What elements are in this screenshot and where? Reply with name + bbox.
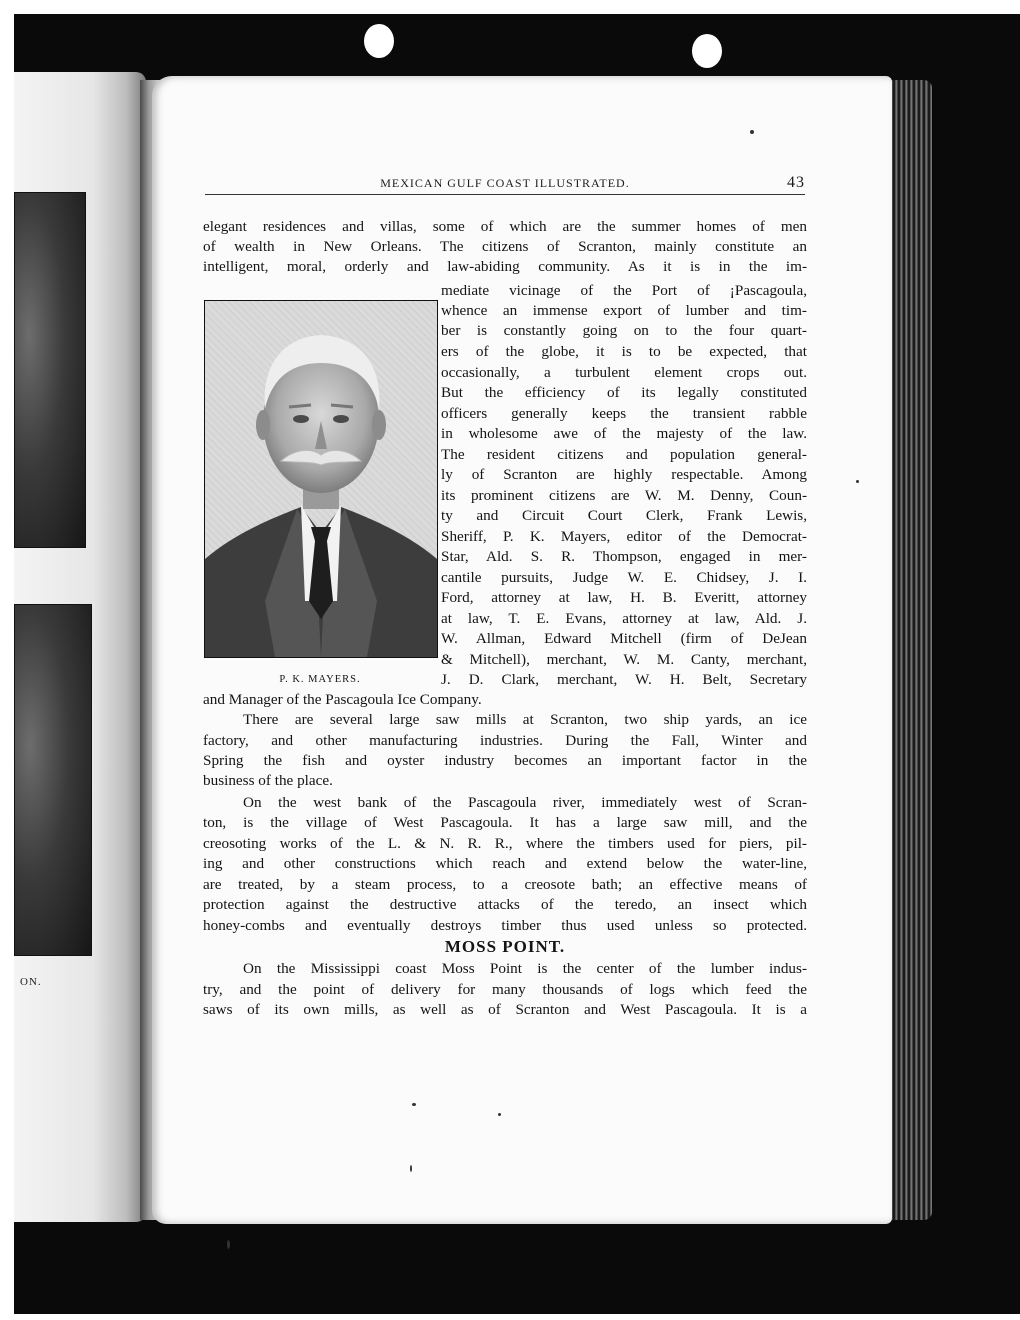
text-line: On the Mississippi coast Moss Point is the center of the lumber indus- bbox=[243, 960, 807, 977]
punch-hole bbox=[364, 24, 394, 58]
text-line: ers of the globe, it is to be expected, that bbox=[441, 343, 807, 360]
text-line: its prominent citizens are W. M. Denny, Coun- bbox=[441, 487, 807, 504]
text-line: saws of its own mills, as well as of Scranton and West Pascagoula. It is a bbox=[203, 1001, 807, 1018]
text-line: ton, is the village of West Pascagoula. It has a large saw mill, and the bbox=[203, 814, 807, 831]
scan-speck bbox=[856, 480, 859, 483]
punch-hole bbox=[692, 34, 722, 68]
scan-speck bbox=[412, 1103, 416, 1106]
text-line: J. D. Clark, merchant, W. H. Belt, Secretary bbox=[441, 671, 807, 688]
text-line: Ford, attorney at law, H. B. Everitt, attorney bbox=[441, 589, 807, 606]
text-line: Sheriff, P. K. Mayers, editor of the Democrat- bbox=[441, 528, 807, 545]
text-line: are treated, by a steam process, to a creosote bath; an effective means of bbox=[203, 876, 807, 893]
text-line: protection against the destructive attacks of the teredo, an insect which bbox=[203, 896, 807, 913]
page-edges bbox=[888, 80, 932, 1220]
text-line: try, and the point of delivery for many thousands of logs which feed the bbox=[203, 981, 807, 998]
text-line: in wholesome awe of the majesty of the law. bbox=[441, 425, 807, 442]
text-line: ly of Scranton are highly respectable. Among bbox=[441, 466, 807, 483]
text-line: business of the place. bbox=[203, 772, 333, 789]
left-page-photo bbox=[14, 192, 86, 548]
text-line: factory, and other manufacturing industries. During the Fall, Winter and bbox=[203, 732, 807, 749]
section-heading: MOSS POINT. bbox=[444, 937, 566, 956]
text-line: and Manager of the Pascagoula Ice Company. bbox=[203, 691, 482, 708]
portrait-caption: P. K. MAYERS. bbox=[279, 674, 361, 685]
left-page-caption: ON. bbox=[20, 976, 42, 988]
text-line: W. Allman, Edward Mitchell (firm of DeJean bbox=[441, 630, 807, 647]
text-line: mediate vicinage of the Port of ¡Pascagoula, bbox=[441, 282, 807, 299]
scan-speck bbox=[410, 1165, 412, 1172]
header-rule bbox=[205, 194, 805, 195]
left-page-photo bbox=[14, 604, 92, 956]
text-line: The resident citizens and population general- bbox=[441, 446, 807, 463]
scan-speck bbox=[227, 1240, 230, 1249]
portrait-illustration bbox=[205, 301, 437, 657]
text-line: & Mitchell), merchant, W. M. Canty, merchant, bbox=[441, 651, 807, 668]
text-line: whence an immense export of lumber and tim- bbox=[441, 302, 807, 319]
text-line: ty and Circuit Court Clerk, Frank Lewis, bbox=[441, 507, 807, 524]
text-line: elegant residences and villas, some of which are the summer homes of men bbox=[203, 218, 807, 235]
text-line: But the efficiency of its legally constituted bbox=[441, 384, 807, 401]
text-line: Star, Ald. S. R. Thompson, engaged in mer- bbox=[441, 548, 807, 565]
text-line: ing and other constructions which reach and extend below the water-line, bbox=[203, 855, 807, 872]
text-line: On the west bank of the Pascagoula river, immediately west of Scran- bbox=[243, 794, 807, 811]
text-line: honey-combs and eventually destroys timber thus used unless so protected. bbox=[203, 917, 807, 934]
text-line: cantile pursuits, Judge W. E. Chidsey, J. I. bbox=[441, 569, 807, 586]
text-line: There are several large saw mills at Scranton, two ship yards, an ice bbox=[243, 711, 807, 728]
text-line: ber is constantly going on to the four quart- bbox=[441, 322, 807, 339]
text-line: occasionally, a turbulent element crops out. bbox=[441, 364, 807, 381]
running-head bbox=[205, 174, 805, 194]
text-line: creosoting works of the L. & N. R. R., where the timbers used for piers, pil- bbox=[203, 835, 807, 852]
scan-speck bbox=[750, 130, 754, 134]
text-line: of wealth in New Orleans. The citizens of Scranton, mainly constitute an bbox=[203, 238, 807, 255]
text-line: Spring the fish and oyster industry becomes an important factor in the bbox=[203, 752, 807, 769]
text-line: at law, T. E. Evans, attorney at law, Ald. J. bbox=[441, 610, 807, 627]
text-line: intelligent, moral, orderly and law-abiding community. As it is in the im- bbox=[203, 258, 807, 275]
page-number: 43 bbox=[787, 174, 805, 191]
scan-speck bbox=[498, 1113, 501, 1116]
portrait-photo bbox=[204, 300, 438, 658]
text-line: officers generally keeps the transient rabble bbox=[441, 405, 807, 422]
running-title: MEXICAN GULF COAST ILLUSTRATED. bbox=[380, 176, 630, 190]
